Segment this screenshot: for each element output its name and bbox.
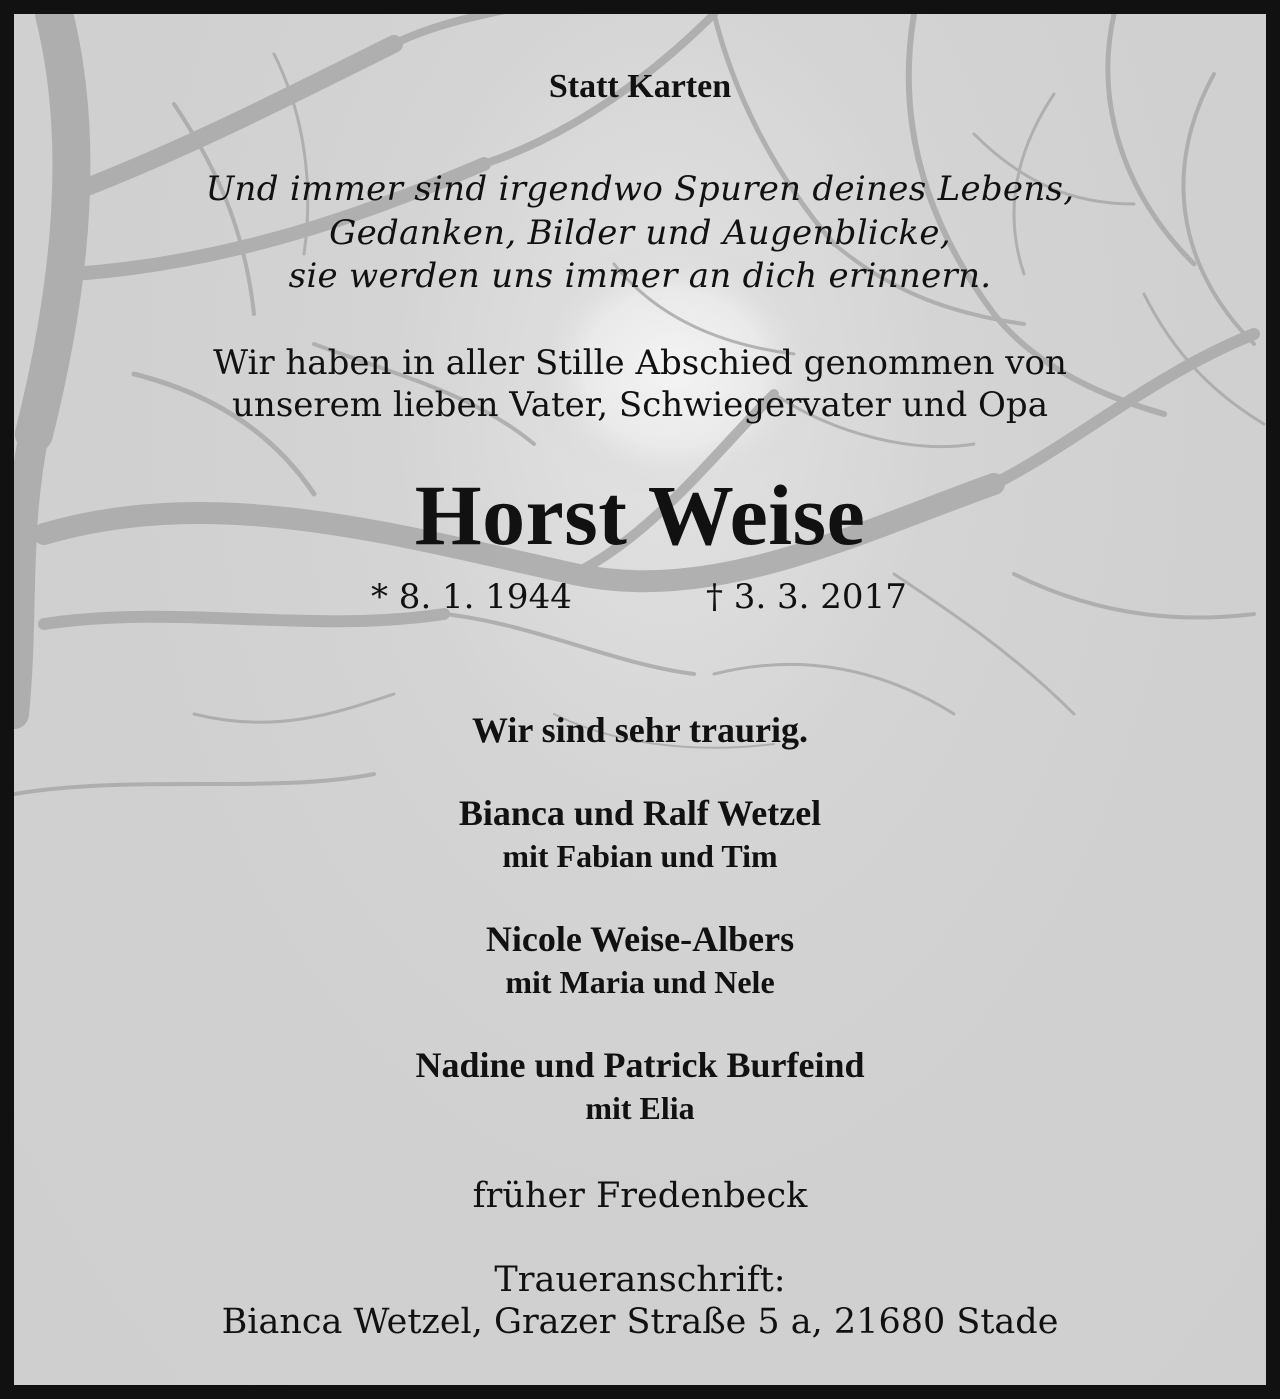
poem-line-2: Gedanken, Bilder und Augenblicke,	[329, 213, 951, 253]
family-1-children: mit Fabian und Tim	[502, 838, 778, 874]
family-2-names: Nicole Weise-Albers	[485, 919, 795, 959]
former-residence: früher Fredenbeck	[472, 1176, 808, 1216]
address-label: Traueranschrift:	[494, 1260, 786, 1300]
family-1-names: Bianca und Ralf Wetzel	[458, 793, 822, 833]
intro-line-1: Wir haben in aller Stille Abschied genommen von	[213, 343, 1067, 383]
mourning-statement: Wir sind sehr traurig.	[471, 710, 809, 750]
family-2-children: mit Maria und Nele	[505, 964, 775, 1000]
birth-date: * 8. 1. 1944	[371, 577, 572, 617]
death-date: † 3. 3. 2017	[706, 577, 907, 617]
family-3-children: mit Elia	[585, 1090, 695, 1126]
mourning-address: Bianca Wetzel, Grazer Straße 5 a, 21680 Stade	[221, 1302, 1059, 1342]
poem-line-3: sie werden uns immer an dich erinnern.	[288, 256, 992, 296]
poem-line-1: Und immer sind irgendwo Spuren deines Lebens,	[205, 169, 1075, 209]
intro-line-2: unserem lieben Vater, Schwiegervater und Opa	[232, 385, 1048, 425]
deceased-name: Horst Weise	[414, 467, 866, 563]
statt-karten-heading: Statt Karten	[548, 68, 732, 105]
family-3-names: Nadine und Patrick Burfeind	[415, 1045, 865, 1085]
